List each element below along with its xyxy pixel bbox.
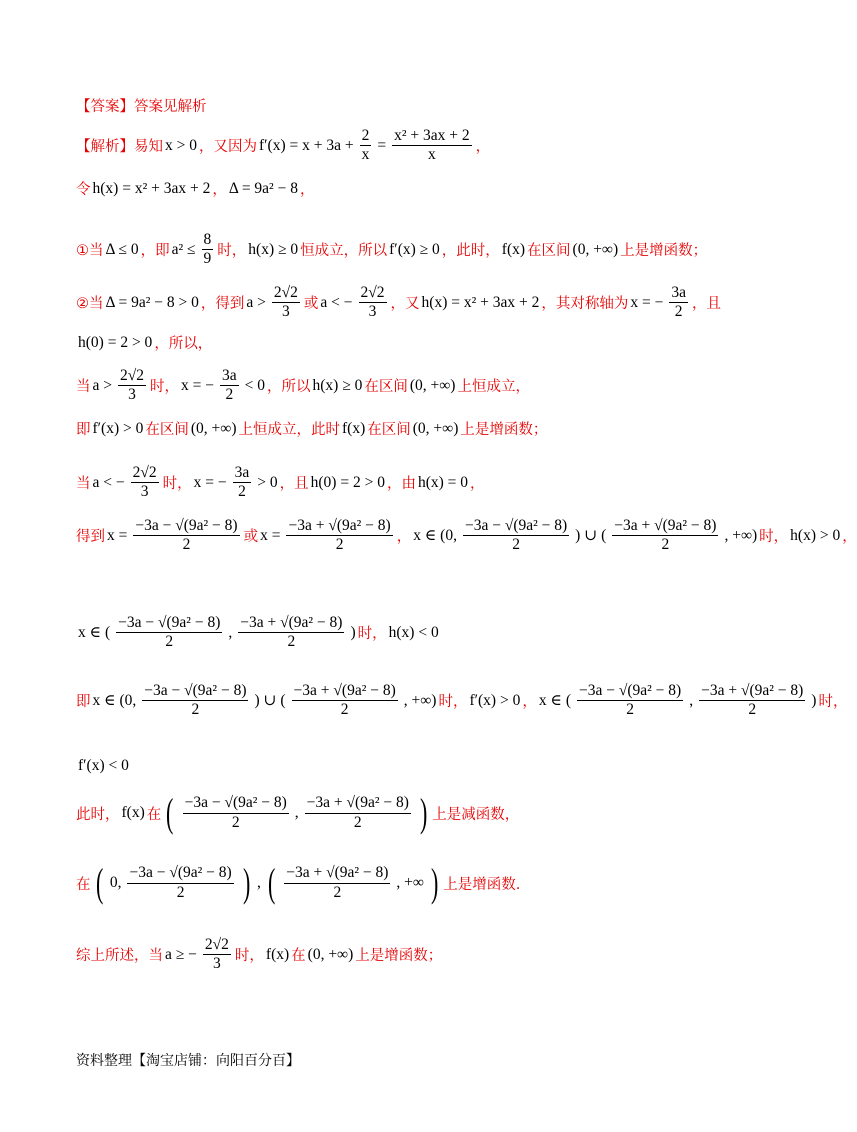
fraction: $\frac{\text{−3a + √(9a² − 8)}}{2}$ bbox=[288, 517, 391, 554]
footer-text: 资料整理【淘宝店铺：向阳百分百】 bbox=[76, 1053, 300, 1069]
answer-label: 【答案】 bbox=[76, 99, 134, 115]
analysis-line-1: 【解析】 易知 x > 0 ，又因为 f′(x) = x + 3a + $\frac{2}{x}$ = $\frac{\text{x² + 3ax + 2}}{x}$ ， bbox=[76, 127, 491, 164]
fraction: $\frac{\text{−3a − √(9a² − 8)}}{2}$ bbox=[464, 517, 568, 554]
h-negative-line: x ∈ ( $\frac{\text{−3a − √(9a² − 8)}}{2}$ , $\frac{\text{−3a + √(9a² − 8)}}{2}$ ) 时， h(x) < 0 bbox=[78, 614, 439, 651]
fraction: $\frac{\text{−3a − √(9a² − 8)}}{2}$ bbox=[118, 614, 221, 651]
case-2b-line: 当 a < − $\frac{2√2}{3}$ 时， x = − $\frac{3a}{2}$ > 0 ，且 h(0) = 2 > 0 ，由 h(x) = 0 ， bbox=[76, 464, 485, 501]
fraction: $\frac{\text{−3a + √(9a² − 8)}}{2}$ bbox=[286, 864, 389, 901]
fraction: $\frac{2}{x}$ bbox=[361, 127, 370, 164]
fraction: $\frac{8}{9}$ bbox=[203, 231, 212, 268]
case-1-line: ①当 Δ ≤ 0 ，即 a² ≤ $\frac{8}{9}$ 时， h(x) ≥ 0 恒成立，所以 f′(x) ≥ 0 ，此时， f(x) 在区间 (0, +∞) 上是增函数； bbox=[76, 231, 708, 268]
fraction: $\frac{\text{x² + 3ax + 2}}{x}$ bbox=[394, 127, 470, 164]
case-2-line: ②当 Δ = 9a² − 8 > 0 ，得到 a > $\frac{2√2}{3}$ 或 a < − $\frac{2√2}{3}$ ，又 h(x) = x² + 3ax + 2 ，其对称轴为 x = − $\frac{3a}{2}$ ，且 bbox=[76, 284, 721, 321]
fraction: $\frac{2√2}{3}$ bbox=[273, 284, 298, 321]
answer-line bbox=[76, 95, 740, 116]
decreasing-interval-line: 此时， f(x) 在 ( $\frac{\text{−3a − √(9a² − 8)}}{2}$ , $\frac{\text{−3a + √(9a² − 8)}}{2}$ ) 上是减函数， bbox=[76, 790, 520, 835]
summary-line: 综上所述，当 a ≥ − $\frac{2√2}{3}$ 时， f(x) 在 (0, +∞) 上是增函数； bbox=[76, 936, 443, 973]
fraction: $\frac{\text{−3a + √(9a² − 8)}}{2}$ bbox=[240, 614, 343, 651]
fraction: $\frac{2√2}{3}$ bbox=[132, 464, 157, 501]
large-parenthesis: ( bbox=[95, 860, 103, 905]
derivative-negative-line: f′(x) < 0 bbox=[78, 757, 129, 774]
fraction: $\frac{2√2}{3}$ bbox=[360, 284, 385, 321]
large-parenthesis: ) bbox=[419, 790, 428, 835]
answer-text: 答案见解析 bbox=[134, 99, 207, 115]
fraction: $\frac{\text{−3a − √(9a² − 8)}}{2}$ bbox=[129, 864, 232, 901]
fraction: $\frac{3a}{2}$ bbox=[671, 284, 686, 321]
analysis-line-2: 令 h(x) = x² + 3ax + 2 ， Δ = 9a² − 8 ， bbox=[76, 179, 315, 198]
case-2a-line: 当 a > $\frac{2√2}{3}$ 时， x = − $\frac{3a}{2}$ < 0 ，所以 h(x) ≥ 0 在区间 (0, +∞) 上恒成立， bbox=[76, 367, 530, 404]
fraction: $\frac{\text{−3a − √(9a² − 8)}}{2}$ bbox=[578, 682, 682, 719]
fraction: $\frac{2√2}{3}$ bbox=[120, 367, 145, 404]
fraction: $\frac{\text{−3a + √(9a² − 8)}}{2}$ bbox=[293, 682, 396, 719]
fraction: $\frac{\text{−3a − √(9a² − 8)}}{2}$ bbox=[135, 517, 238, 554]
large-parenthesis: ( bbox=[267, 860, 276, 905]
h0-line: h(0) = 2 > 0 ，所以， bbox=[78, 333, 213, 352]
fraction: $\frac{\text{−3a + √(9a² − 8)}}{2}$ bbox=[701, 682, 804, 719]
fraction: $\frac{2√2}{3}$ bbox=[204, 936, 229, 973]
footer bbox=[76, 1050, 740, 1070]
derivative-sign-line: 即 x ∈ (0, $\frac{\text{−3a − √(9a² − 8)}}{2}$ ) ∪ ( $\frac{\text{−3a + √(9a² − 8)}}{2}$ , +∞) 时， f′(x) > 0 ， x ∈ ( $\frac{\text{−3a − √(9a² − 8)}}{2}$ , $\frac{\text{−3a + √(9a² − 8)}}{2}$ ) 时， bbox=[76, 682, 848, 719]
fraction: $\frac{\text{−3a + √(9a² − 8)}}{2}$ bbox=[306, 794, 409, 831]
large-parenthesis: ) bbox=[242, 860, 251, 905]
large-parenthesis: ) bbox=[430, 860, 439, 905]
fraction: $\frac{3a}{2}$ bbox=[234, 464, 250, 501]
fraction: $\frac{\text{−3a − √(9a² − 8)}}{2}$ bbox=[144, 682, 247, 719]
analysis-label: 【解析】 bbox=[76, 139, 134, 156]
case-2a-conclusion-line: 即 f′(x) > 0 在区间 (0, +∞) 上恒成立，此时 f(x) 在区间 (0, +∞) 上是增函数； bbox=[76, 419, 548, 438]
increasing-intervals-line: 在 ( 0, $\frac{\text{−3a − √(9a² − 8)}}{2}$ ) , ( $\frac{\text{−3a + √(9a² − 8)}}{2}$ , +∞ ) 上是增函数. bbox=[76, 860, 521, 905]
fraction: $\frac{\text{−3a − √(9a² − 8)}}{2}$ bbox=[184, 794, 287, 831]
fraction: $\frac{\text{−3a + √(9a² − 8)}}{2}$ bbox=[614, 517, 717, 554]
roots-line: 得到 x = $\frac{\text{−3a − √(9a² − 8)}}{2}$ 或 x = $\frac{\text{−3a + √(9a² − 8)}}{2}$ ， x ∈ (0, $\frac{\text{−3a − √(9a² − 8)}}{2}$ ) ∪ ( $\frac{\text{−3a + √(9a² − 8)}}{2}$ , +∞) 时， h(x) > 0 ， bbox=[76, 517, 857, 554]
fraction: $\frac{3a}{2}$ bbox=[222, 367, 237, 404]
large-parenthesis: ( bbox=[166, 790, 174, 835]
